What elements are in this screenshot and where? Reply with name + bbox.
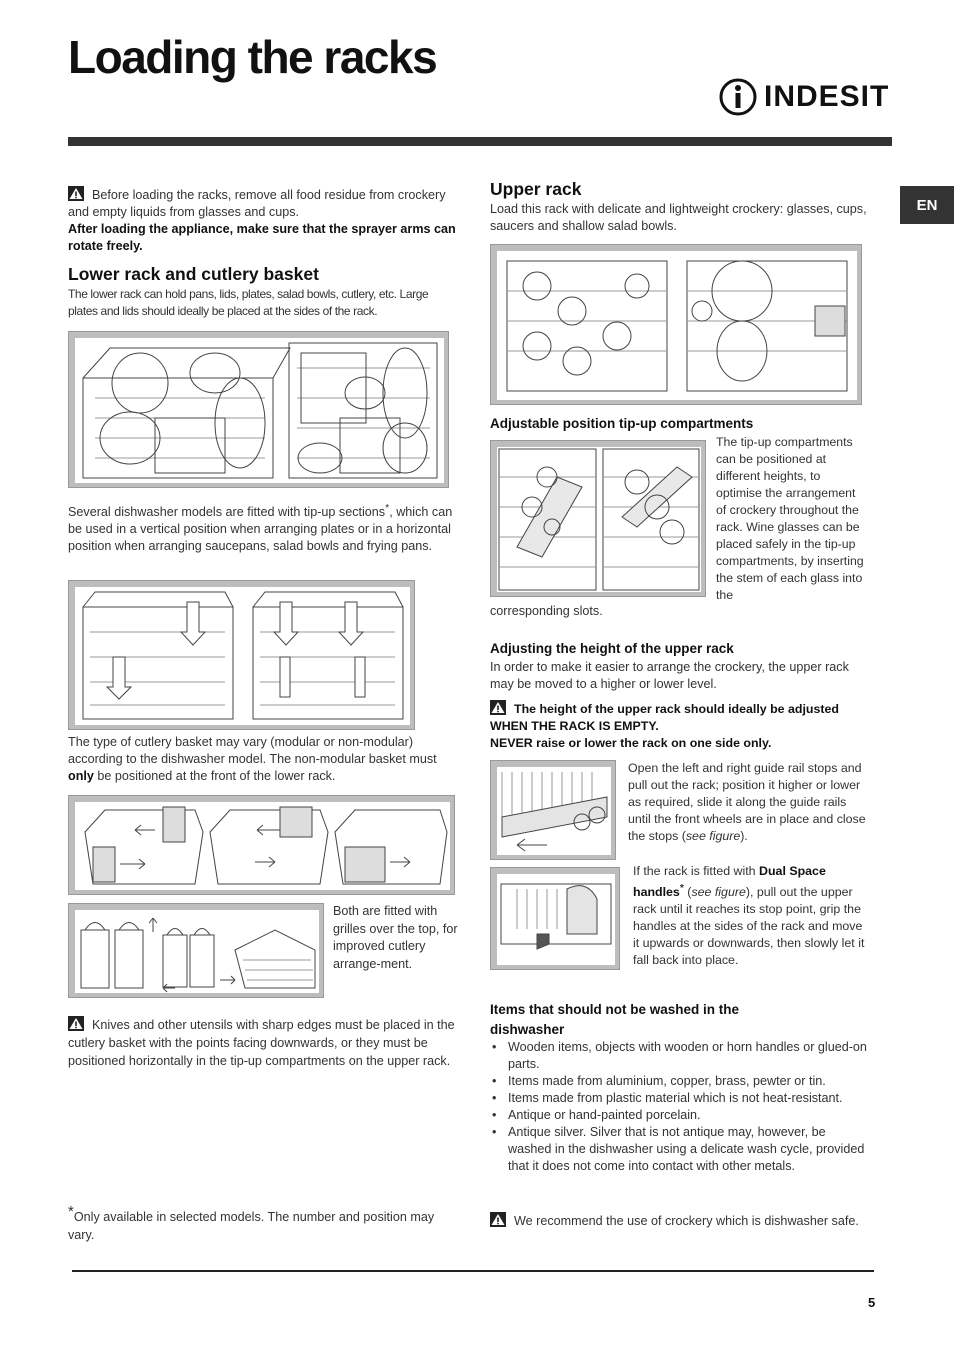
page-number: 5 xyxy=(868,1295,876,1310)
items-not-washed-list xyxy=(490,1039,870,1175)
tipup-sections-figure xyxy=(68,580,415,730)
brand-logo xyxy=(718,78,889,116)
list-item: • Items made from plastic material which is not heat-resistant. xyxy=(490,1090,870,1107)
items-not-washed-heading: Items that should not be washed in the dishwasher xyxy=(490,1002,740,1037)
warning-icon xyxy=(68,1016,84,1031)
warning-icon xyxy=(490,700,506,715)
list-item: • Wooden items, objects with wooden or horn handles or glued-on parts. xyxy=(490,1039,870,1073)
warning-icon xyxy=(490,1212,506,1227)
list-item: • Antique silver. Silver that is not antique may, however, be washed in the dishwasher using a delicate wash cycle, provided that it does not come into contact with other metals. xyxy=(490,1124,870,1175)
lower-rack-figure xyxy=(68,331,449,488)
footer-rule xyxy=(72,1270,874,1272)
lower-rack-text: The lower rack can hold pans, lids, plates, salad bowls, cutlery, etc. Large plates and lids should ideally be placed at the sides of the rack. xyxy=(68,287,429,318)
intro-paragraph: Before loading the racks, remove all food residue from crockery and empty liquids from glasses and cups. After loading the appliance, make sure that the sprayer arms can rotate freely. xyxy=(68,188,456,253)
guide-rail-text: Open the left and right guide rail stops and pull out the rack; position it higher or lower as required, slide it along the guide rails until the front wheels are in place and close the stops (see figure). xyxy=(628,761,866,843)
dual-space-handles-text: If the rack is fitted with Dual Space handles* (see figure), pull out the upper rack until it reaches its stop point, grip the handles at the sides of the rack and move it upwards or downwards, then slowly let it fall back into place. xyxy=(633,864,865,968)
guide-rail-figure xyxy=(490,760,616,860)
tipup-compartments-heading: Adjustable position tip-up compartments xyxy=(490,416,754,431)
upper-rack-text: Load this rack with delicate and lightweight crockery: glasses, cups, saucers and shallow salad bowls. xyxy=(490,202,867,233)
list-item: • Antique or hand-painted porcelain. xyxy=(490,1107,870,1124)
adjust-height-warning: The height of the upper rack should ideally be adjusted WHEN THE RACK IS EMPTY. NEVER raise or lower the rack on one side only. xyxy=(490,702,839,750)
dual-space-handles-figure xyxy=(490,867,620,970)
cutlery-baskets-figure xyxy=(68,903,324,998)
adjust-height-text: In order to make it easier to arrange the crockery, the upper rack may be moved to a higher or lower level. xyxy=(490,660,849,691)
adjust-height-heading: Adjusting the height of the upper rack xyxy=(490,641,734,656)
footnote: *Only available in selected models. The number and position may vary. xyxy=(68,1203,435,1243)
brand-name: INDESIT xyxy=(764,80,890,113)
recommend-text: We recommend the use of crockery which is dishwasher safe. xyxy=(490,1212,870,1230)
list-item: • Items made from aluminium, copper, brass, pewter or tin. xyxy=(490,1073,870,1090)
tipup-compartments-text-tail: corresponding slots. xyxy=(490,604,603,618)
indesit-logo-icon xyxy=(718,78,758,116)
language-tab: EN xyxy=(900,186,954,224)
cutlery-basket-text: The type of cutlery basket may vary (modular or non-modular) according to the dishwasher model. The non-modular basket must only be positioned at the front of the lower rack. xyxy=(68,735,437,783)
tipup-compartments-text: The tip-up compartments can be positioned at different heights, to optimise the arrangement of crockery throughout the rack. Wine glasses can be placed safely in the tip-up compartments, by inserting the stem of each glass into the xyxy=(716,435,864,602)
warning-icon xyxy=(68,186,84,201)
tipup-sections-text: Several dishwasher models are fitted with tip-up sections*, which can be used in a vertical position when arranging plates or in a horizontal position when arranging saucepans, salad bowls and frying pans. xyxy=(68,502,453,554)
header-rule xyxy=(68,137,892,146)
page-title: Loading the racks xyxy=(68,31,437,83)
tipup-compartments-figure xyxy=(490,440,706,597)
upper-rack-figure xyxy=(490,244,862,405)
grilles-text: Both are fitted with grilles over the top, for improved cutlery arrange-ment. xyxy=(333,904,458,971)
upper-rack-heading: Upper rack xyxy=(490,179,582,199)
cutlery-basket-positions-figure xyxy=(68,795,455,895)
lower-rack-heading: Lower rack and cutlery basket xyxy=(68,264,319,284)
knives-warning-text: Knives and other utensils with sharp edges must be placed in the cutlery basket with the points facing downwards, or they must be positioned horizontally in the tip-up compartments on the upper rack. xyxy=(68,1018,455,1068)
